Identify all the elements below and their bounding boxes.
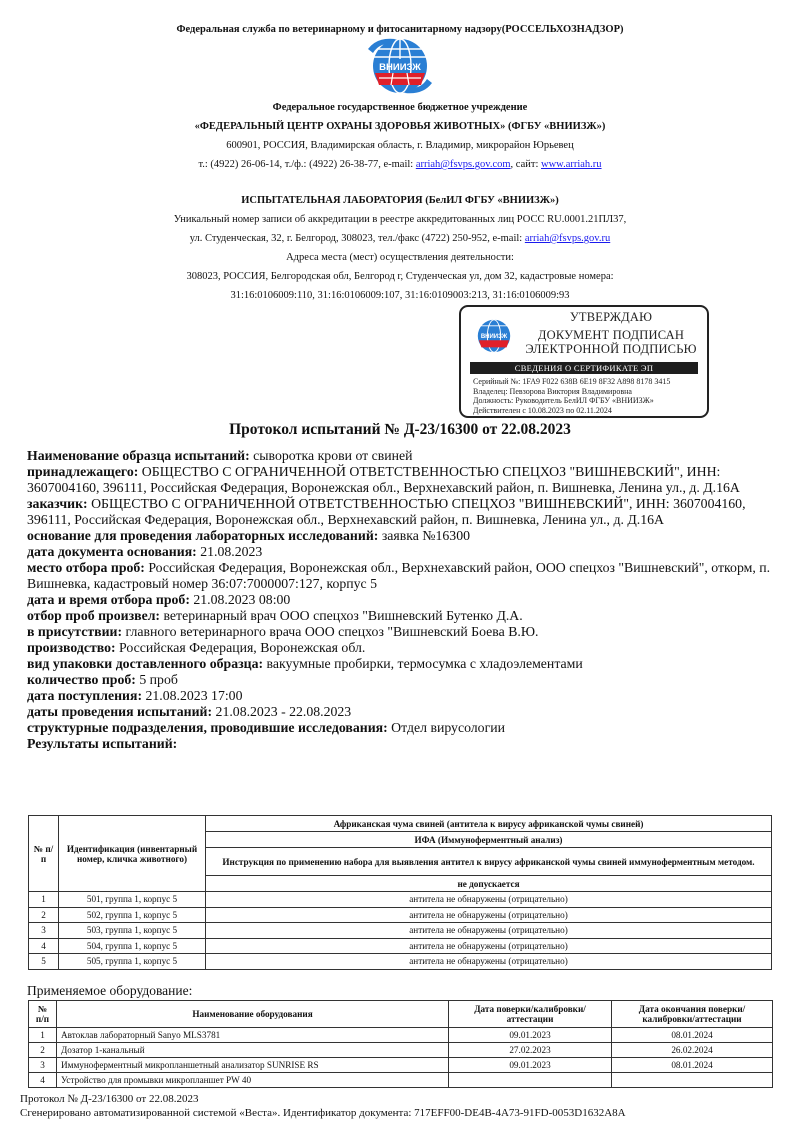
- field-production: производство: Российская Федерация, Воронежская обл.: [27, 640, 366, 655]
- certificate-position: Должность: Руководитель БелИЛ ФГБУ «ВНИИЗЖ»: [473, 396, 654, 405]
- norm-header: не допускается: [206, 876, 772, 892]
- field-sampled-by: отбор проб произвел: ветеринарный врач ООО спецхоз "Вишневский Бутенко Д.А.: [27, 608, 523, 623]
- table-row: 5 505, группа 1, корпус 5 антитела не обнаружены (отрицательно): [29, 954, 772, 970]
- results-heading: Результаты испытаний:: [27, 736, 178, 751]
- institution-contacts: [0, 159, 800, 171]
- protocol-title: Протокол испытаний № Д-23/16300 от 22.08.2023: [229, 421, 571, 438]
- field-in-presence: в присутствии: главного ветеринарного врача ООО спецхоз "Вишневский Боева В.Ю.: [27, 624, 539, 639]
- equipment-heading: Применяемое оборудование:: [27, 983, 193, 998]
- certificate-bar: СВЕДЕНИЯ О СЕРТИФИКАТЕ ЭП: [470, 362, 698, 374]
- approve-label: УТВЕРЖДАЮ: [569, 310, 653, 324]
- lab-email-link[interactable]: arriah@fsvps.gov.ru: [524, 233, 611, 244]
- table-row: 3 503, группа 1, корпус 5 антитела не обнаружены (отрицательно): [29, 923, 772, 939]
- table-row: 4 Устройство для промывки микропланшет PW 40: [29, 1073, 773, 1088]
- institution-email-link[interactable]: arriah@fsvps.gov.com: [415, 159, 511, 170]
- field-customer: заказчик: ОБЩЕСТВО С ОГРАНИЧЕННОЙ ОТВЕТСТВЕННОСТЬЮ СПЕЦХОЗ "ВИШНЕВСКИЙ", ИНН: 3607004160, 396111, Российская Федерация, Воронежская обл., Верхнехавский район, п. Вишневка, Ленина ул., д. Д.16А: [27, 496, 746, 527]
- e-signature-label: ЭЛЕКТРОННОЙ ПОДПИСЬЮ: [525, 342, 697, 356]
- signed-label: ДОКУМЕНТ ПОДПИСАН: [537, 328, 685, 342]
- eq-col-name: Наименование оборудования: [57, 1001, 449, 1028]
- field-sample-count: количество проб: 5 проб: [27, 672, 178, 687]
- lab-address: [0, 233, 800, 245]
- method-header: ИФА (Иммуноферментный анализ): [206, 832, 772, 848]
- field-test-dates: даты проведения испытаний: 21.08.2023 - 22.08.2023: [27, 704, 352, 719]
- col-number-header: № п/п: [29, 816, 59, 892]
- field-owner: принадлежащего: ОБЩЕСТВО С ОГРАНИЧЕННОЙ ОТВЕТСТВЕННОСТЬЮ СПЕЦХОЗ "ВИШНЕВСКИЙ", ИНН: 3607004160, 396111, Российская Федерация, Воронежская обл., Верхнехавский район, п. Вишневка, Ленина ул., д. Д.16А: [27, 464, 740, 495]
- cadastral-numbers: 31:16:0106009:110, 31:16:0106009:107, 31:16:0109003:213, 31:16:0106009:93: [230, 290, 570, 301]
- site-prefix: , сайт:: [510, 159, 541, 170]
- table-row: 4 504, группа 1, корпус 5 антитела не обнаружены (отрицательно): [29, 938, 772, 954]
- instruction-header: Инструкция по применению набора для выявления антител к вирусу африканской чумы свиней иммуноферментным методом.: [206, 848, 772, 876]
- equipment-table: [28, 1000, 773, 1088]
- table-row: 1 501, группа 1, корпус 5 антитела не обнаружены (отрицательно): [29, 892, 772, 908]
- table-row: 3 Иммуноферментный микропланшетный анализатор SUNRISE RS 09.01.2023 08.01.2024: [29, 1058, 773, 1073]
- certificate-validity: Действителен с 10.08.2023 по 02.11.2024: [473, 405, 612, 415]
- lab-address-text: ул. Студенческая, 32, г. Белгород, 308023, тел./факс (4722) 250-952, e-mail:: [189, 233, 525, 244]
- field-sampling-datetime: дата и время отбора проб: 21.08.2023 08:00: [27, 592, 291, 607]
- certificate-owner: Владелец: Певзорова Виктория Владимировна: [473, 386, 632, 396]
- e-signature-stamp: [459, 305, 709, 418]
- vniizzh-logo-icon: [365, 35, 435, 97]
- table-row: 2 Дозатор 1-канальный 27.02.2023 26.02.2024: [29, 1043, 773, 1058]
- eq-col-date: Дата поверки/калибровки/аттестации: [449, 1001, 612, 1028]
- svg-text:ВНИИЗЖ: ВНИИЗЖ: [379, 62, 421, 73]
- svg-text:ВНИИЗЖ: ВНИИЗЖ: [480, 333, 508, 340]
- activity-address: 308023, РОССИЯ, Белгородская обл, Белгород г, Студенческая ул, дом 32, кадастровые номера:: [186, 271, 614, 282]
- field-basis-date: дата документа основания: 21.08.2023: [27, 544, 263, 559]
- field-basis: основание для проведения лабораторных исследований: заявка №16300: [27, 528, 470, 543]
- vniizzh-small-logo-icon: [473, 315, 515, 357]
- eq-col-end: Дата окончания поверки/калибровки/аттестации: [612, 1001, 773, 1028]
- institution-type: Федеральное государственное бюджетное учреждение: [272, 102, 528, 113]
- results-table: [28, 815, 772, 970]
- field-sampling-place: место отбора проб: Российская Федерация, Воронежская обл., Верхнехавский район, ООО спецхоз "Вишневский", откорм, п. Вишневка, кадастровый номер 36:07:7000007:127, корпус 5: [27, 560, 771, 591]
- table-row: 2 502, группа 1, корпус 5 антитела не обнаружены (отрицательно): [29, 907, 772, 923]
- certificate-info: [473, 377, 670, 415]
- institution-site-link[interactable]: www.arriah.ru: [541, 159, 602, 170]
- table-row: 1 Автоклав лабораторный Sanyo MLS3781 09.01.2023 08.01.2024: [29, 1028, 773, 1043]
- field-departments: структурные подразделения, проводившие исследования: Отдел вирусологии: [27, 720, 506, 735]
- institution-address: 600901, РОССИЯ, Владимирская область, г. Владимир, микрорайон Юрьевец: [226, 140, 574, 151]
- lab-name: ИСПЫТАТЕЛЬНАЯ ЛАБОРАТОРИЯ (БелИЛ ФГБУ «ВНИИЗЖ»): [241, 195, 559, 206]
- agency-title: Федеральная служба по ветеринарному и фитосанитарному надзору(РОССЕЛЬХОЗНАДЗОР): [176, 24, 624, 35]
- footer-generated: Сгенерировано автоматизированной системой «Веста». Идентификатор документа: 717EFF00-DE4B-4A73-91FD-0053D1632A8A: [20, 1107, 626, 1119]
- contacts-text: т.: (4922) 26-06-14, т./ф.: (4922) 26-38-77, e-mail:: [198, 159, 416, 170]
- activity-label: Адреса места (мест) осуществления деятельности:: [286, 252, 514, 263]
- disease-header: Африканская чума свиней (антитела к вирусу африканской чумы свиней): [206, 816, 772, 832]
- footer-protocol-ref: Протокол № Д-23/16300 от 22.08.2023: [20, 1093, 199, 1105]
- field-sample-name: Наименование образца испытаний: сыворотка крови от свиней: [27, 448, 413, 463]
- field-packaging: вид упаковки доставленного образца: вакуумные пробирки, термосумка с хладоэлементами: [27, 656, 583, 671]
- institution-name: «ФЕДЕРАЛЬНЫЙ ЦЕНТР ОХРАНЫ ЗДОРОВЬЯ ЖИВОТНЫХ» (ФГБУ «ВНИИЗЖ»): [194, 121, 606, 132]
- col-id-header: Идентификация (инвентарный номер, кличка животного): [59, 816, 206, 892]
- lab-accreditation: Уникальный номер записи об аккредитации в реестре аккредитованных лиц РОСС RU.0001.21ПЛ37,: [173, 214, 627, 225]
- sample-fields: [27, 448, 777, 752]
- certificate-serial: Серийный №: 1FA9 F022 638B 6E19 8F32 A898 8178 3415: [473, 377, 671, 386]
- eq-col-number: № п/п: [29, 1001, 57, 1028]
- field-received-date: дата поступления: 21.08.2023 17:00: [27, 688, 243, 703]
